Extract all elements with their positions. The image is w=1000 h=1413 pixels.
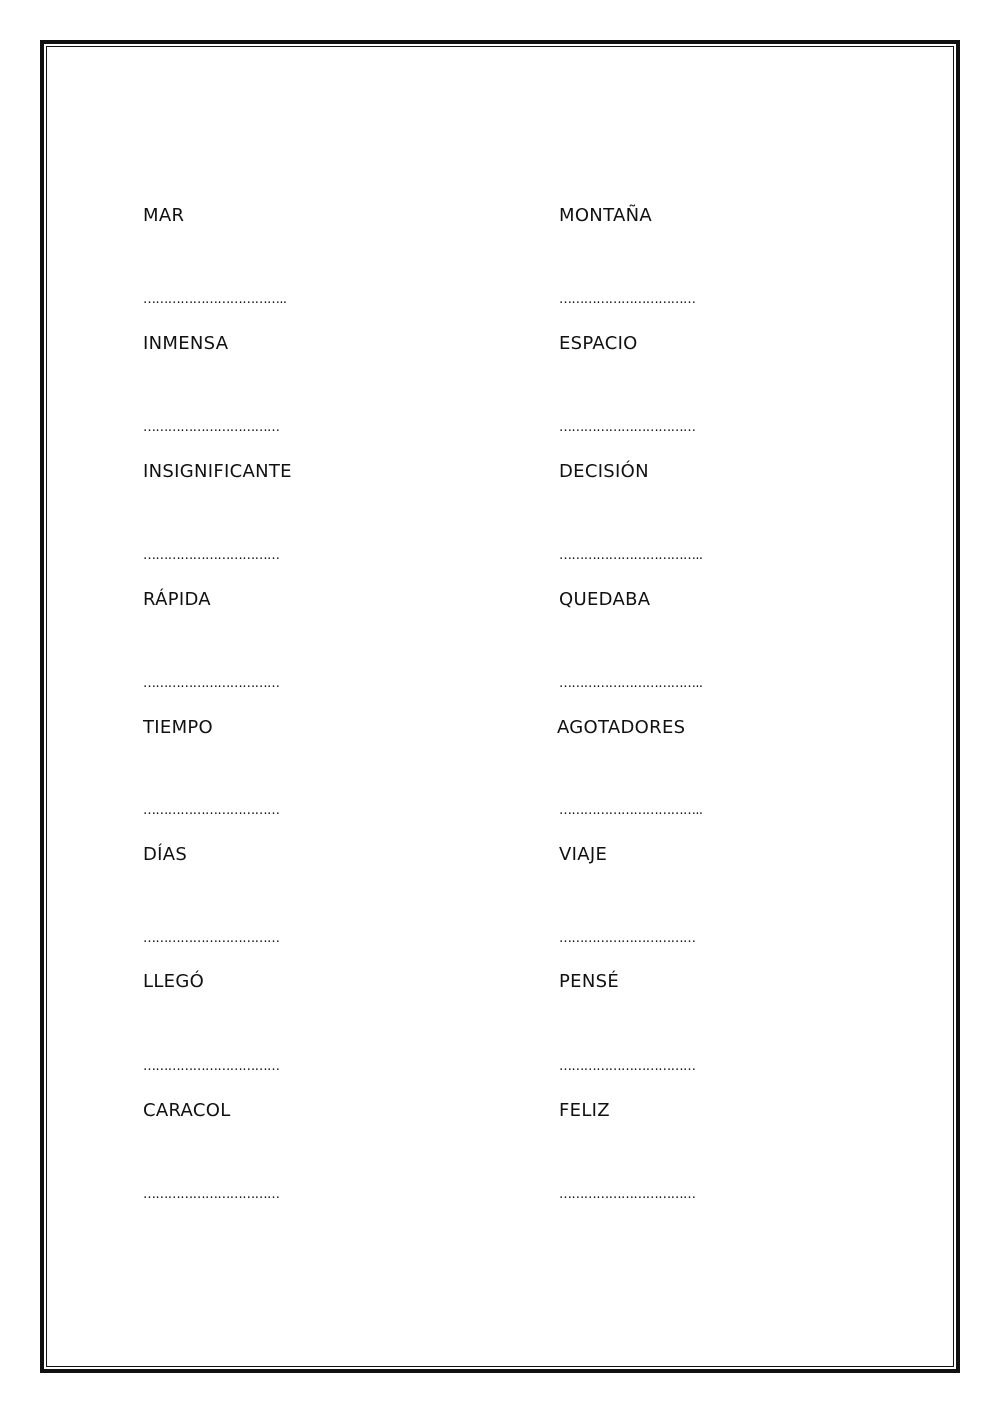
- answer-blank[interactable]: ……………………………: [559, 1059, 696, 1074]
- word-label: CARACOL: [143, 1100, 231, 1121]
- answer-blank[interactable]: ……………………………: [559, 1187, 696, 1202]
- word-label: PENSÉ: [559, 971, 619, 992]
- word-label: VIAJE: [559, 844, 608, 865]
- answer-blank[interactable]: ……………………………: [559, 420, 696, 435]
- answer-blank[interactable]: ……………………………: [143, 803, 280, 818]
- answer-blank[interactable]: ……………………………..: [143, 292, 287, 307]
- word-label: LLEGÓ: [143, 971, 205, 992]
- answer-blank[interactable]: ……………………………: [143, 1059, 280, 1074]
- word-label: DECISIÓN: [559, 461, 649, 482]
- word-label: QUEDABA: [559, 589, 651, 610]
- answer-blank[interactable]: ……………………………: [143, 676, 280, 691]
- page-border-inner: [46, 46, 954, 1367]
- word-label: AGOTADORES: [557, 717, 686, 738]
- answer-blank[interactable]: ……………………………: [143, 420, 280, 435]
- word-label: TIEMPO: [143, 717, 214, 738]
- answer-blank[interactable]: ……………………………..: [559, 803, 703, 818]
- answer-blank[interactable]: ……………………………: [559, 292, 696, 307]
- answer-blank[interactable]: ……………………………: [143, 1187, 280, 1202]
- answer-blank[interactable]: ……………………………: [143, 931, 280, 946]
- answer-blank[interactable]: ……………………………: [559, 931, 696, 946]
- word-label: RÁPIDA: [143, 589, 211, 610]
- answer-blank[interactable]: ……………………………..: [559, 548, 703, 563]
- word-label: INMENSA: [143, 333, 229, 354]
- word-label: ESPACIO: [559, 333, 638, 354]
- word-label: MONTAÑA: [559, 205, 652, 226]
- word-label: FELIZ: [559, 1100, 610, 1121]
- answer-blank[interactable]: ……………………………: [143, 548, 280, 563]
- word-label: INSIGNIFICANTE: [143, 461, 292, 482]
- word-label: MAR: [143, 205, 185, 226]
- word-label: DÍAS: [143, 844, 188, 865]
- answer-blank[interactable]: ……………………………..: [559, 676, 703, 691]
